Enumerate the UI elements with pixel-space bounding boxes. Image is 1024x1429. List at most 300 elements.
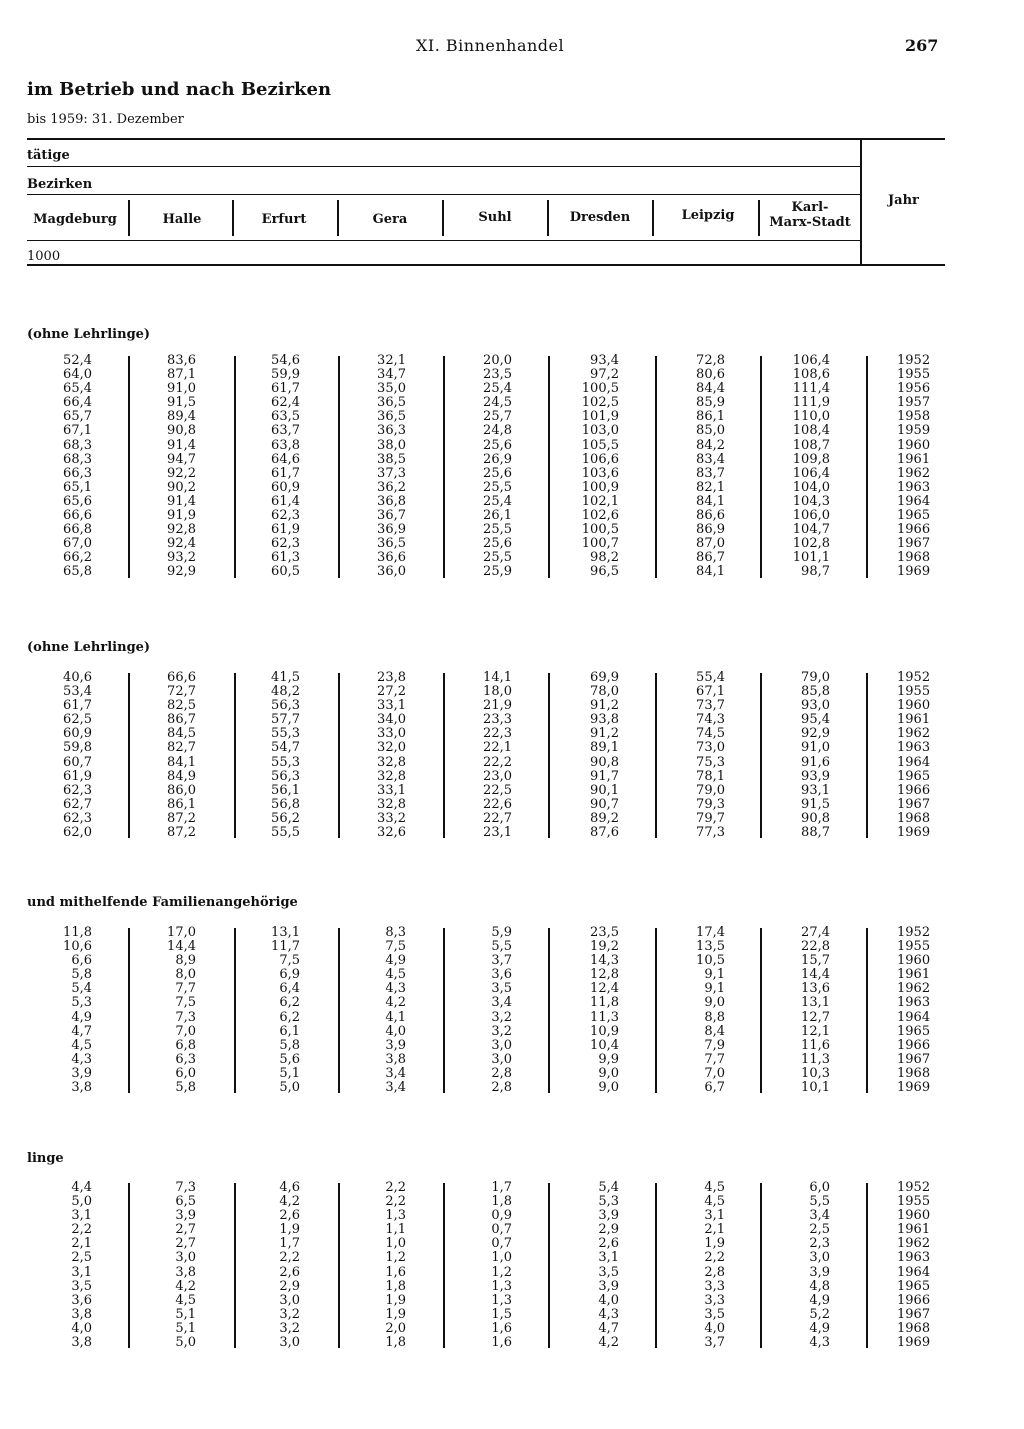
table-cell: 4,2: [175, 1278, 196, 1294]
table-cell: 3,0: [809, 1250, 830, 1266]
table-cell: 60,5: [271, 564, 300, 580]
table-cell: 14,4: [167, 939, 196, 955]
table-cell: 72,8: [696, 353, 725, 368]
table-cell: 11,8: [63, 925, 92, 940]
table-cell: 12,7: [801, 1009, 830, 1025]
data-column: [136, 671, 196, 840]
table-cell: 91,7: [590, 768, 619, 784]
table-cell: 102,6: [581, 508, 619, 524]
table-cell: 7,7: [175, 981, 196, 997]
table-cell: 5,5: [491, 939, 512, 955]
table-cell: 79,7: [696, 810, 725, 826]
table-cell: 93,2: [167, 550, 196, 566]
table-cell: 102,1: [581, 493, 619, 509]
table-cell: 23,3: [483, 712, 512, 728]
table-cell: 2,9: [598, 1222, 619, 1238]
column-separator: [128, 1183, 130, 1348]
table-cell: 32,1: [377, 353, 406, 368]
table-cell: 66,6: [167, 670, 196, 685]
table-cell: 54,7: [271, 740, 300, 756]
table-cell: 6,9: [279, 967, 300, 983]
table-cell: 14,3: [590, 953, 619, 969]
table-cell: 3,4: [809, 1208, 830, 1224]
year-cell: 1956: [897, 381, 931, 397]
table-cell: 5,0: [71, 1194, 92, 1210]
table-cell: 4,4: [71, 1180, 92, 1195]
table-cell: 3,6: [491, 967, 512, 983]
table-cell: 3,5: [704, 1306, 725, 1322]
data-column: [452, 926, 512, 1095]
table-cell: 106,6: [581, 451, 619, 467]
table-cell: 36,9: [377, 522, 406, 538]
table-cell: 4,0: [385, 1023, 406, 1039]
column-separator: [338, 356, 340, 578]
table-cell: 65,7: [63, 409, 92, 425]
table-cell: 1,9: [704, 1236, 725, 1252]
table-cell: 92,2: [167, 465, 196, 481]
table-cell: 4,5: [704, 1180, 725, 1195]
table-cell: 1,9: [385, 1292, 406, 1308]
table-cell: 3,8: [385, 1051, 406, 1067]
table-cell: 1,7: [279, 1236, 300, 1252]
table-cell: 25,6: [483, 536, 512, 552]
table-cell: 77,3: [696, 825, 725, 841]
table-cell: 15,7: [801, 953, 830, 969]
table-cell: 74,3: [696, 712, 725, 728]
table-cell: 2,9: [279, 1278, 300, 1294]
table-cell: 3,4: [385, 1065, 406, 1081]
header-rule-2: [27, 194, 860, 195]
year-cell: 1965: [897, 768, 931, 784]
table-cell: 10,6: [63, 939, 92, 955]
table-cell: 55,3: [271, 726, 300, 742]
year-cell: 1967: [897, 536, 931, 552]
table-cell: 68,3: [63, 451, 92, 467]
year-column: [897, 926, 930, 1095]
table-cell: 36,5: [377, 536, 406, 552]
table-cell: 11,3: [590, 1009, 619, 1025]
table-cell: 1,9: [279, 1222, 300, 1238]
header-top-rule: [27, 138, 945, 140]
data-column: [770, 671, 830, 840]
table-cell: 62,4: [271, 395, 300, 411]
table-cell: 4,9: [809, 1292, 830, 1308]
table-cell: 1,3: [491, 1292, 512, 1308]
year-cell: 1968: [897, 1320, 931, 1336]
column-separator: [760, 356, 762, 578]
table-cell: 1,3: [491, 1278, 512, 1294]
table-cell: 26,1: [483, 508, 512, 524]
year-column: [897, 1181, 930, 1350]
colhdr-karl-line: Karl-: [791, 200, 829, 215]
year-cell: 1962: [897, 726, 931, 742]
column-separator: [443, 928, 445, 1093]
year-cell: 1964: [897, 1009, 931, 1025]
table-cell: 67,0: [63, 536, 92, 552]
table-cell: 6,4: [279, 981, 300, 997]
table-cell: 98,7: [801, 564, 830, 580]
data-column: [136, 926, 196, 1095]
table-cell: 2,6: [279, 1264, 300, 1280]
table-cell: 60,7: [63, 754, 92, 770]
table-cell: 86,1: [167, 796, 196, 812]
table-cell: 108,4: [792, 423, 830, 439]
table-cell: 4,7: [71, 1023, 92, 1039]
colhdr-sep: [652, 200, 654, 236]
year-cell: 1962: [897, 981, 931, 997]
table-cell: 59,9: [271, 367, 300, 383]
table-cell: 0,7: [491, 1222, 512, 1238]
year-cell: 1969: [897, 564, 931, 580]
table-cell: 3,8: [71, 1335, 92, 1351]
data-column: [665, 671, 725, 840]
table-cell: 87,2: [167, 825, 196, 841]
table-cell: 56,2: [271, 810, 300, 826]
table-cell: 109,8: [792, 451, 830, 467]
data-column: [346, 1181, 406, 1350]
year-cell: 1969: [897, 1335, 931, 1351]
table-cell: 83,4: [696, 451, 725, 467]
table-cell: 6,3: [175, 1051, 196, 1067]
table-cell: 90,8: [801, 810, 830, 826]
table-cell: 2,7: [175, 1222, 196, 1238]
table-cell: 7,0: [704, 1065, 725, 1081]
table-cell: 1,5: [491, 1306, 512, 1322]
table-cell: 100,5: [581, 522, 619, 538]
table-cell: 94,7: [167, 451, 196, 467]
table-cell: 5,8: [71, 967, 92, 983]
colhdr-sep: [547, 200, 549, 236]
table-cell: 4,3: [598, 1306, 619, 1322]
table-cell: 89,2: [590, 810, 619, 826]
table-cell: 3,0: [279, 1292, 300, 1308]
table-cell: 20,0: [483, 353, 512, 368]
year-cell: 1952: [897, 670, 931, 685]
table-cell: 9,0: [598, 1080, 619, 1096]
table-cell: 26,9: [483, 451, 512, 467]
table-cell: 1,1: [385, 1222, 406, 1238]
table-cell: 3,9: [71, 1065, 92, 1081]
table-cell: 84,1: [696, 564, 725, 580]
table-cell: 65,6: [63, 493, 92, 509]
table-cell: 13,5: [696, 939, 725, 955]
table-cell: 7,5: [175, 995, 196, 1011]
table-cell: 11,7: [271, 939, 300, 955]
table-cell: 87,0: [696, 536, 725, 552]
table-cell: 6,8: [175, 1037, 196, 1053]
table-cell: 101,9: [581, 409, 619, 425]
table-cell: 3,0: [175, 1250, 196, 1266]
table-cell: 4,2: [385, 995, 406, 1011]
table-cell: 111,4: [792, 381, 830, 397]
table-cell: 33,1: [377, 782, 406, 798]
column-separator: [234, 928, 236, 1093]
table-cell: 33,0: [377, 726, 406, 742]
table-cell: 4,3: [71, 1051, 92, 1067]
table-cell: 1,8: [385, 1278, 406, 1294]
year-cell: 1955: [897, 939, 931, 955]
column-separator: [655, 356, 657, 578]
table-cell: 14,4: [801, 967, 830, 983]
table-cell: 87,6: [590, 825, 619, 841]
table-cell: 27,2: [377, 684, 406, 700]
table-cell: 91,4: [167, 493, 196, 509]
data-column: [559, 1181, 619, 1350]
year-cell: 1967: [897, 1306, 931, 1322]
year-cell: 1952: [897, 353, 931, 368]
table-cell: 104,3: [792, 493, 830, 509]
year-cell: 1961: [897, 451, 931, 467]
table-cell: 5,8: [279, 1037, 300, 1053]
table-cell: 22,3: [483, 726, 512, 742]
table-cell: 40,6: [63, 670, 92, 685]
year-cell: 1965: [897, 508, 931, 524]
table-cell: 9,1: [704, 981, 725, 997]
table-cell: 4,0: [71, 1320, 92, 1336]
table-cell: 36,5: [377, 395, 406, 411]
table-cell: 2,2: [385, 1194, 406, 1210]
table-cell: 2,2: [279, 1250, 300, 1266]
table-cell: 82,1: [696, 479, 725, 495]
table-cell: 63,7: [271, 423, 300, 439]
colhdr-magdeburg: Magdeburg: [33, 212, 117, 227]
year-cell: 1961: [897, 712, 931, 728]
column-separator: [548, 356, 550, 578]
table-cell: 4,3: [809, 1335, 830, 1351]
table-cell: 86,1: [696, 409, 725, 425]
table-cell: 6,7: [704, 1080, 725, 1096]
header-unit: 1000: [27, 249, 61, 264]
table-cell: 56,8: [271, 796, 300, 812]
data-column: [346, 671, 406, 840]
table-cell: 36,3: [377, 423, 406, 439]
year-cell: 1960: [897, 698, 931, 714]
table-cell: 84,4: [696, 381, 725, 397]
table-cell: 18,0: [483, 684, 512, 700]
table-cell: 67,1: [696, 684, 725, 700]
table-cell: 27,4: [801, 925, 830, 940]
table-cell: 4,5: [704, 1194, 725, 1210]
colhdr-erfurt: Erfurt: [261, 212, 307, 227]
header-row-bezirken: Bezirken: [27, 177, 93, 192]
table-cell: 89,1: [590, 740, 619, 756]
table-cell: 61,9: [63, 768, 92, 784]
table-cell: 8,3: [385, 925, 406, 940]
table-cell: 32,8: [377, 754, 406, 770]
data-column: [559, 354, 619, 580]
table-cell: 91,2: [590, 726, 619, 742]
year-cell: 1968: [897, 550, 931, 566]
table-cell: 10,1: [801, 1080, 830, 1096]
table-cell: 6,2: [279, 1009, 300, 1025]
table-cell: 54,6: [271, 353, 300, 368]
colhdr-leipzig: Leipzig: [681, 208, 735, 223]
column-separator: [234, 356, 236, 578]
data-column: [770, 926, 830, 1095]
table-cell: 23,0: [483, 768, 512, 784]
table-cell: 2,3: [809, 1236, 830, 1252]
table-cell: 5,8: [175, 1080, 196, 1096]
data-column: [346, 354, 406, 580]
year-cell: 1952: [897, 1180, 931, 1195]
column-separator: [760, 1183, 762, 1348]
table-cell: 9,9: [598, 1051, 619, 1067]
column-separator: [760, 673, 762, 838]
year-cell: 1962: [897, 1236, 931, 1252]
table-cell: 5,3: [71, 995, 92, 1011]
table-cell: 105,5: [581, 437, 619, 453]
table-cell: 74,5: [696, 726, 725, 742]
data-column: [770, 354, 830, 580]
table-cell: 90,1: [590, 782, 619, 798]
table-cell: 2,5: [71, 1250, 92, 1266]
year-cell: 1969: [897, 825, 931, 841]
table-cell: 12,1: [801, 1023, 830, 1039]
table-cell: 91,6: [801, 754, 830, 770]
table-cell: 14,1: [483, 670, 512, 685]
table-cell: 1,2: [385, 1250, 406, 1266]
table-title: im Betrieb und nach Bezirken: [27, 79, 332, 100]
section-title-4: linge: [27, 1151, 64, 1166]
table-cell: 7,0: [175, 1023, 196, 1039]
table-cell: 23,5: [590, 925, 619, 940]
table-cell: 1,6: [385, 1264, 406, 1280]
year-cell: 1968: [897, 810, 931, 826]
table-cell: 53,4: [63, 684, 92, 700]
table-cell: 24,5: [483, 395, 512, 411]
table-cell: 79,3: [696, 796, 725, 812]
table-cell: 5,1: [175, 1306, 196, 1322]
table-cell: 33,2: [377, 810, 406, 826]
table-cell: 4,0: [704, 1320, 725, 1336]
data-column: [452, 354, 512, 580]
table-cell: 22,5: [483, 782, 512, 798]
table-cell: 84,9: [167, 768, 196, 784]
table-cell: 9,0: [598, 1065, 619, 1081]
table-cell: 3,8: [175, 1264, 196, 1280]
column-separator: [128, 928, 130, 1093]
table-cell: 93,9: [801, 768, 830, 784]
table-cell: 92,9: [167, 564, 196, 580]
column-separator: [548, 673, 550, 838]
table-cell: 98,2: [590, 550, 619, 566]
table-cell: 3,9: [598, 1278, 619, 1294]
table-cell: 1,9: [385, 1306, 406, 1322]
table-cell: 62,0: [63, 825, 92, 841]
table-cell: 62,7: [63, 796, 92, 812]
table-cell: 62,5: [63, 712, 92, 728]
table-cell: 82,7: [167, 740, 196, 756]
table-cell: 88,7: [801, 825, 830, 841]
colhdr-sep: [128, 200, 130, 236]
table-cell: 4,2: [279, 1194, 300, 1210]
table-cell: 61,7: [271, 381, 300, 397]
table-cell: 4,5: [175, 1292, 196, 1308]
year-cell: 1964: [897, 1264, 931, 1280]
table-cell: 4,2: [598, 1335, 619, 1351]
table-cell: 52,4: [63, 353, 92, 368]
table-cell: 85,9: [696, 395, 725, 411]
table-cell: 1,8: [385, 1335, 406, 1351]
table-cell: 10,5: [696, 953, 725, 969]
table-cell: 25,5: [483, 479, 512, 495]
table-cell: 25,5: [483, 522, 512, 538]
table-cell: 82,5: [167, 698, 196, 714]
table-cell: 85,8: [801, 684, 830, 700]
table-cell: 4,7: [598, 1320, 619, 1336]
table-cell: 106,4: [792, 353, 830, 368]
table-cell: 1,2: [491, 1264, 512, 1280]
table-cell: 6,0: [809, 1180, 830, 1195]
data-column: [452, 671, 512, 840]
table-cell: 9,0: [704, 995, 725, 1011]
table-cell: 25,9: [483, 564, 512, 580]
colhdr-gera: Gera: [372, 212, 408, 227]
table-cell: 110,0: [792, 409, 830, 425]
table-cell: 5,1: [175, 1320, 196, 1336]
table-cell: 38,5: [377, 451, 406, 467]
colhdr-sep: [337, 200, 339, 236]
table-cell: 85,0: [696, 423, 725, 439]
table-cell: 66,2: [63, 550, 92, 566]
table-cell: 7,5: [385, 939, 406, 955]
table-cell: 17,0: [167, 925, 196, 940]
table-cell: 4,9: [809, 1320, 830, 1336]
table-cell: 83,6: [167, 353, 196, 368]
table-cell: 2,8: [491, 1065, 512, 1081]
data-column: [346, 926, 406, 1095]
table-cell: 61,4: [271, 493, 300, 509]
table-cell: 4,5: [71, 1037, 92, 1053]
data-column: [32, 1181, 92, 1350]
table-cell: 79,0: [696, 782, 725, 798]
table-cell: 90,2: [167, 479, 196, 495]
table-cell: 3,4: [491, 995, 512, 1011]
table-cell: 66,6: [63, 508, 92, 524]
table-cell: 12,8: [590, 967, 619, 983]
table-cell: 4,8: [809, 1278, 830, 1294]
year-cell: 1960: [897, 437, 931, 453]
table-cell: 5,4: [598, 1180, 619, 1195]
table-cell: 32,0: [377, 740, 406, 756]
table-cell: 102,5: [581, 395, 619, 411]
table-cell: 7,5: [279, 953, 300, 969]
table-cell: 0,9: [491, 1208, 512, 1224]
table-cell: 3,0: [491, 1051, 512, 1067]
year-cell: 1969: [897, 1080, 931, 1096]
table-cell: 4,9: [71, 1009, 92, 1025]
table-cell: 93,8: [590, 712, 619, 728]
data-column: [32, 926, 92, 1095]
table-cell: 3,8: [71, 1306, 92, 1322]
table-cell: 3,5: [598, 1264, 619, 1280]
table-cell: 55,4: [696, 670, 725, 685]
table-cell: 3,6: [71, 1292, 92, 1308]
table-cell: 19,2: [590, 939, 619, 955]
data-column: [665, 354, 725, 580]
table-cell: 36,2: [377, 479, 406, 495]
header-row-taetige: tätige: [27, 148, 70, 163]
table-cell: 34,7: [377, 367, 406, 383]
table-cell: 2,7: [175, 1236, 196, 1252]
table-cell: 11,3: [801, 1051, 830, 1067]
table-cell: 5,0: [279, 1080, 300, 1096]
table-cell: 86,6: [696, 508, 725, 524]
table-cell: 6,0: [175, 1065, 196, 1081]
table-cell: 5,0: [175, 1335, 196, 1351]
table-cell: 25,5: [483, 550, 512, 566]
table-cell: 108,6: [792, 367, 830, 383]
